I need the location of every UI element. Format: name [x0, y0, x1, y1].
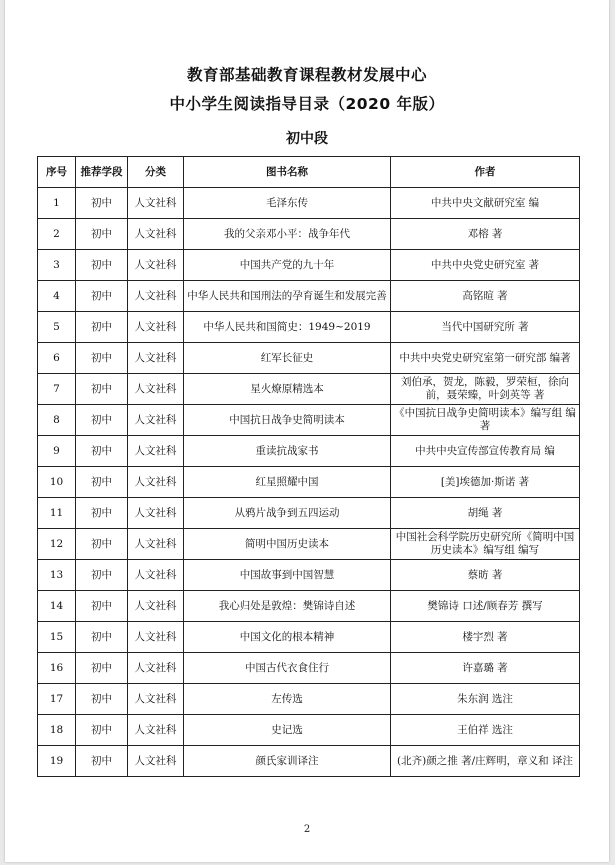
- cell-author: 中共中央宣传部宣传教育局 编: [391, 436, 580, 467]
- cell-grade: 初中: [76, 250, 128, 281]
- cell-category: 人文社科: [128, 715, 184, 746]
- cell-grade: 初中: [76, 188, 128, 219]
- cell-author: 邓榕 著: [391, 219, 580, 250]
- cell-category: 人文社科: [128, 591, 184, 622]
- cell-author: 中国社会科学院历史研究所《简明中国历史读本》编写组 编写: [391, 529, 580, 560]
- cell-author: (北齐)颜之推 著/庄辉明，章义和 译注: [391, 746, 580, 777]
- page-number: 2: [303, 824, 311, 835]
- cell-number: 18: [38, 715, 76, 746]
- table-row: [38, 715, 580, 746]
- cell-author: 朱东润 选注: [391, 684, 580, 715]
- table-row: [38, 591, 580, 622]
- cell-grade: 初中: [76, 219, 128, 250]
- cell-book-title: 中国抗日战争史简明读本: [184, 405, 391, 436]
- table-row: [38, 374, 580, 405]
- cell-book-title: 中国文化的根本精神: [184, 622, 391, 653]
- column-header-grade: 推荐学段: [76, 157, 128, 188]
- cell-number: 1: [38, 188, 76, 219]
- cell-grade: 初中: [76, 746, 128, 777]
- cell-book-title: 简明中国历史读本: [184, 529, 391, 560]
- cell-book-title: 左传选: [184, 684, 391, 715]
- cell-author: 中共中央文献研究室 编: [391, 188, 580, 219]
- document-title-line2: 中小学生阅读指导目录（2020 年版）: [169, 95, 445, 113]
- cell-grade: 初中: [76, 343, 128, 374]
- table-row: [38, 529, 580, 560]
- cell-grade: 初中: [76, 281, 128, 312]
- cell-book-title: 我的父亲邓小平：战争年代: [184, 219, 391, 250]
- cell-author: 当代中国研究所 著: [391, 312, 580, 343]
- cell-author: 楼宇烈 著: [391, 622, 580, 653]
- cell-number: 12: [38, 529, 76, 560]
- column-header-category: 分类: [128, 157, 184, 188]
- cell-number: 11: [38, 498, 76, 529]
- cell-book-title: 中华人民共和国简史：1949~2019: [184, 312, 391, 343]
- cell-grade: 初中: [76, 591, 128, 622]
- cell-number: 13: [38, 560, 76, 591]
- cell-category: 人文社科: [128, 560, 184, 591]
- cell-number: 8: [38, 405, 76, 436]
- table-row: [38, 405, 580, 436]
- cell-category: 人文社科: [128, 188, 184, 219]
- cell-number: 5: [38, 312, 76, 343]
- cell-grade: 初中: [76, 529, 128, 560]
- cell-author: 中共中央党史研究室第一研究部 编著: [391, 343, 580, 374]
- table-row: [38, 312, 580, 343]
- cell-book-title: 史记选: [184, 715, 391, 746]
- cell-author: 中共中央党史研究室 著: [391, 250, 580, 281]
- cell-category: 人文社科: [128, 250, 184, 281]
- cell-number: 4: [38, 281, 76, 312]
- cell-author: [美]埃德加·斯诺 著: [391, 467, 580, 498]
- table-row: [38, 498, 580, 529]
- cell-book-title: 中国古代衣食住行: [184, 653, 391, 684]
- cell-author: 高铭暄 著: [391, 281, 580, 312]
- table-row: [38, 188, 580, 219]
- cell-number: 16: [38, 653, 76, 684]
- cell-number: 10: [38, 467, 76, 498]
- cell-author: 蔡昉 著: [391, 560, 580, 591]
- column-header-number: 序号: [38, 157, 76, 188]
- cell-category: 人文社科: [128, 436, 184, 467]
- cell-author: 《中国抗日战争史简明读本》编写组 编著: [391, 405, 580, 436]
- table-row: [38, 684, 580, 715]
- cell-grade: 初中: [76, 467, 128, 498]
- cell-grade: 初中: [76, 622, 128, 653]
- cell-category: 人文社科: [128, 529, 184, 560]
- cell-category: 人文社科: [128, 746, 184, 777]
- column-header-title: 图书名称: [184, 157, 391, 188]
- cell-number: 3: [38, 250, 76, 281]
- document-page: [5, 0, 609, 862]
- cell-book-title: 颜氏家训译注: [184, 746, 391, 777]
- cell-book-title: 中国共产党的九十年: [184, 250, 391, 281]
- cell-grade: 初中: [76, 312, 128, 343]
- cell-book-title: 红军长征史: [184, 343, 391, 374]
- cell-book-title: 中华人民共和国刑法的孕育诞生和发展完善: [184, 281, 391, 312]
- document-title-line1: 教育部基础教育课程教材发展中心: [186, 66, 427, 84]
- cell-author: 樊锦诗 口述/顾春芳 撰写: [391, 591, 580, 622]
- table-row: [38, 219, 580, 250]
- reading-list-table: [37, 156, 580, 777]
- cell-grade: 初中: [76, 498, 128, 529]
- cell-category: 人文社科: [128, 219, 184, 250]
- cell-number: 15: [38, 622, 76, 653]
- cell-number: 19: [38, 746, 76, 777]
- cell-book-title: 毛泽东传: [184, 188, 391, 219]
- table-row: [38, 622, 580, 653]
- table-row: [38, 653, 580, 684]
- cell-book-title: 重读抗战家书: [184, 436, 391, 467]
- cell-category: 人文社科: [128, 281, 184, 312]
- cell-book-title: 红星照耀中国: [184, 467, 391, 498]
- cell-category: 人文社科: [128, 374, 184, 405]
- table-row: [38, 436, 580, 467]
- table-row: [38, 467, 580, 498]
- cell-grade: 初中: [76, 436, 128, 467]
- cell-grade: 初中: [76, 715, 128, 746]
- cell-grade: 初中: [76, 560, 128, 591]
- cell-category: 人文社科: [128, 498, 184, 529]
- cell-grade: 初中: [76, 405, 128, 436]
- cell-category: 人文社科: [128, 622, 184, 653]
- table-body: [38, 188, 580, 777]
- cell-number: 17: [38, 684, 76, 715]
- table-row: [38, 343, 580, 374]
- cell-category: 人文社科: [128, 653, 184, 684]
- cell-grade: 初中: [76, 653, 128, 684]
- section-heading: 初中段: [286, 131, 328, 147]
- cell-book-title: 星火燎原精选本: [184, 374, 391, 405]
- cell-grade: 初中: [76, 374, 128, 405]
- cell-author: 王伯祥 选注: [391, 715, 580, 746]
- cell-grade: 初中: [76, 684, 128, 715]
- cell-number: 7: [38, 374, 76, 405]
- cell-category: 人文社科: [128, 405, 184, 436]
- cell-number: 6: [38, 343, 76, 374]
- cell-number: 14: [38, 591, 76, 622]
- cell-author: 许嘉璐 著: [391, 653, 580, 684]
- cell-number: 2: [38, 219, 76, 250]
- table-row: [38, 560, 580, 591]
- table-row: [38, 746, 580, 777]
- cell-number: 9: [38, 436, 76, 467]
- cell-category: 人文社科: [128, 467, 184, 498]
- cell-book-title: 中国故事到中国智慧: [184, 560, 391, 591]
- cell-book-title: 我心归处是敦煌：樊锦诗自述: [184, 591, 391, 622]
- table-header-row: [38, 157, 580, 188]
- column-header-author: 作者: [391, 157, 580, 188]
- cell-author: 胡绳 著: [391, 498, 580, 529]
- table-row: [38, 250, 580, 281]
- table-row: [38, 281, 580, 312]
- cell-category: 人文社科: [128, 343, 184, 374]
- cell-book-title: 从鸦片战争到五四运动: [184, 498, 391, 529]
- cell-category: 人文社科: [128, 312, 184, 343]
- cell-category: 人文社科: [128, 684, 184, 715]
- cell-author: 刘伯承，贺龙，陈毅，罗荣桓，徐向前，聂荣臻，叶剑英等 著: [391, 374, 580, 405]
